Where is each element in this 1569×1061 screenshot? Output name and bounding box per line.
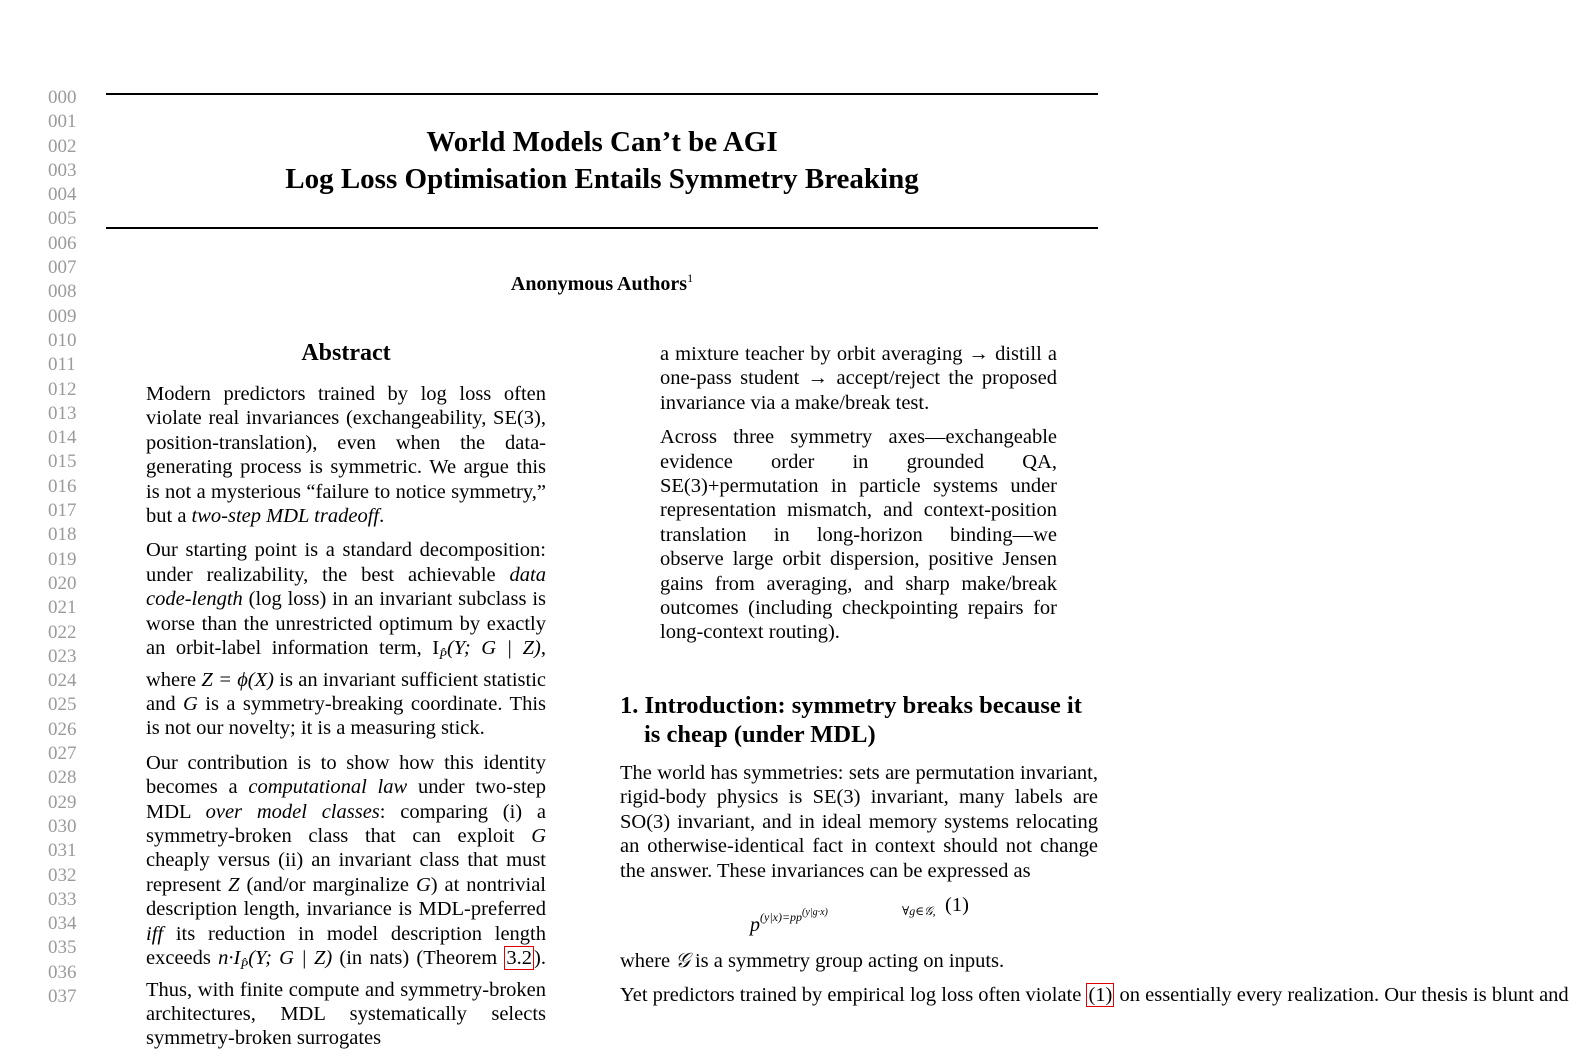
math-args: (Y; G | Z) bbox=[248, 947, 333, 970]
author-names: Anonymous Authors bbox=[510, 273, 688, 295]
title-line-1: World Models Can’t be AGI bbox=[426, 126, 778, 158]
text-run: (log loss) in an invariant subclass is worse than the unrestricted optimum by exactly an orbit-label information term, bbox=[146, 588, 546, 660]
line-number: 025 bbox=[48, 694, 77, 716]
line-number: 026 bbox=[48, 718, 77, 740]
text-run: on essentially every realization. Our thesis is blunt and bbox=[1114, 984, 1569, 1007]
right-column bbox=[620, 342, 1569, 1018]
line-number: 017 bbox=[48, 500, 77, 522]
math-symbol: I bbox=[432, 637, 440, 660]
emphasis-text: two-step MDL tradeoff bbox=[191, 505, 380, 528]
text-run: under two-step MDL bbox=[146, 776, 546, 823]
math-subscript: P̂ bbox=[439, 647, 447, 663]
line-number: 019 bbox=[48, 548, 77, 570]
emphasis-text: data code-length bbox=[146, 563, 546, 611]
text-run: Modern predictors trained by log loss often violate real invariances (exchangeability, SE(3), position-translation), even when the data-generating process is symmetric. We argue this is not a mysterious “failure to notice symmetry,” but a bbox=[146, 383, 546, 528]
equation-base: p bbox=[750, 913, 760, 936]
line-number: 008 bbox=[48, 281, 77, 303]
text-run: its reduction in model description length exceeds bbox=[146, 922, 546, 970]
line-number: 022 bbox=[48, 621, 77, 643]
line-number: 006 bbox=[48, 232, 77, 254]
math-info-term bbox=[218, 947, 333, 973]
line-number: 035 bbox=[48, 937, 77, 959]
text-run: : comparing (i) a symmetry-broken class that can exploit bbox=[146, 800, 546, 847]
intro-paragraph-3 bbox=[620, 983, 1569, 1007]
line-number: 007 bbox=[48, 257, 77, 279]
line-number: 016 bbox=[48, 475, 77, 497]
line-number: 021 bbox=[48, 597, 77, 619]
text-run: ) at nontrivial description length, invariance is MDL-preferred bbox=[146, 873, 546, 921]
line-number: 028 bbox=[48, 767, 77, 789]
intro-paragraph-1: The world has symmetries: sets are permutation invariant, rigid-body physics is SE(3) invariant, many labels are SO(3) invariant, and in ideal memory systems relocating an otherwise-identical fact in context should not change the answer. These invariances can be expressed as bbox=[620, 761, 1098, 882]
math-inline: G bbox=[415, 873, 431, 896]
title-line-2: Log Loss Optimisation Entails Symmetry Breaking bbox=[285, 163, 919, 195]
line-number: 024 bbox=[48, 670, 77, 692]
text-run: Our starting point is a standard decomposition: under realizability, the best achievable bbox=[146, 539, 546, 586]
text-run: cheaply versus (ii) an invariant class that must represent bbox=[146, 849, 546, 896]
line-number: 011 bbox=[48, 354, 76, 376]
text-run: (and/or marginalize bbox=[239, 873, 416, 896]
line-number: 004 bbox=[48, 184, 77, 206]
line-number: 009 bbox=[48, 305, 77, 327]
equation-1 bbox=[620, 893, 1098, 939]
equation-sup-part: (y|g·x) bbox=[802, 906, 828, 918]
line-number: 027 bbox=[48, 743, 77, 765]
equation-superscript bbox=[760, 906, 828, 924]
abstract-paragraph-2 bbox=[146, 538, 546, 740]
text-run: ). Thus, with finite compute and symmetry-broken architectures, MDL systematically selects symmetry-broken surrogates bbox=[146, 947, 546, 1050]
math-inline: 𝒢 bbox=[675, 949, 690, 972]
line-number: 018 bbox=[48, 524, 77, 546]
equation-quantifier: ∀g∈𝒢, bbox=[902, 903, 936, 918]
text-run: Our contribution is to show how this identity becomes a bbox=[146, 751, 546, 799]
text-run: Yet predictors trained by empirical log loss often violate bbox=[620, 984, 1087, 1007]
line-number: 030 bbox=[48, 815, 77, 837]
math-inline: G bbox=[531, 825, 546, 847]
line-number: 015 bbox=[48, 451, 77, 473]
line-number: 034 bbox=[48, 913, 77, 935]
line-number: 029 bbox=[48, 791, 77, 813]
abstract-paragraph-3 bbox=[146, 751, 546, 1051]
math-inline: G bbox=[183, 692, 198, 715]
line-number: 023 bbox=[48, 645, 77, 667]
theorem-ref-link[interactable]: 3.2 bbox=[506, 947, 533, 970]
line-number: 014 bbox=[48, 427, 77, 449]
emphasis-text: computational law bbox=[248, 776, 408, 799]
title-bottom-rule bbox=[106, 227, 1098, 229]
intro-paragraph-2 bbox=[620, 949, 1098, 973]
affiliation-mark: 1 bbox=[687, 271, 694, 285]
math-inline: Z = ϕ(X) bbox=[201, 668, 274, 691]
line-number: 001 bbox=[48, 111, 77, 133]
text-run: is a symmetry-breaking coordinate. This is not our novelty; it is a measuring stick. bbox=[146, 692, 546, 740]
emphasis-text: iff bbox=[146, 922, 164, 945]
text-run: is a symmetry group acting on inputs. bbox=[689, 949, 1005, 972]
math-inline: Z bbox=[228, 873, 240, 896]
math-info-term bbox=[432, 637, 541, 663]
line-number: 002 bbox=[48, 135, 77, 157]
text-run: , where bbox=[146, 637, 546, 691]
line-number: 031 bbox=[48, 840, 77, 862]
equation-ref-link[interactable]: (1) bbox=[1088, 984, 1113, 1007]
text-run: where bbox=[620, 949, 676, 972]
line-number: 013 bbox=[48, 402, 77, 424]
equation-sup-part: (y|x)=p bbox=[760, 909, 797, 924]
abstract-paragraph-4: a mixture teacher by orbit averaging → distill a one-pass student → accept/reject the proposed invariance via a make/break test. bbox=[660, 343, 1057, 414]
line-number: 012 bbox=[48, 378, 77, 400]
line-number: 003 bbox=[48, 159, 77, 181]
math-symbol: n·I bbox=[218, 947, 241, 970]
math-subscript: P̂ bbox=[240, 957, 249, 973]
line-number: 033 bbox=[48, 888, 77, 910]
emphasis-text: over model classes bbox=[205, 800, 380, 823]
equation-lhs bbox=[750, 901, 828, 937]
text-run: is an invariant sufficient statistic and bbox=[146, 668, 546, 715]
line-number: 000 bbox=[48, 87, 77, 108]
equation-number: (1) bbox=[945, 893, 969, 916]
text-run: (in nats) (Theorem bbox=[332, 947, 505, 970]
left-column bbox=[146, 340, 546, 1061]
equation-sup-base: p bbox=[796, 909, 803, 924]
math-args: (Y; G | Z) bbox=[446, 637, 541, 660]
line-number: 036 bbox=[48, 961, 77, 983]
line-number: 010 bbox=[48, 329, 77, 351]
title-top-rule bbox=[106, 93, 1098, 95]
line-number-gutter bbox=[48, 86, 88, 1009]
abstract-paragraph-5: Across three symmetry axes—exchangeable evidence order in grounded QA, SE(3)+permutation in particle systems under representation mismatch, and context-position translation in long-horizon binding—we observe large orbit dispersion, positive Jensen gains from averaging, and sharp make/break outcomes (including checkpointing repairs for long-context routing). bbox=[660, 426, 1057, 644]
text-run: . bbox=[379, 505, 385, 528]
abstract-heading: Abstract bbox=[301, 340, 391, 366]
author-block bbox=[106, 271, 1098, 296]
section-heading-introduction: 1. Introduction: symmetry breaks because it is cheap (under MDL) bbox=[620, 691, 1082, 748]
line-number: 037 bbox=[48, 985, 77, 1007]
paper-title bbox=[106, 124, 1098, 198]
line-number: 005 bbox=[48, 208, 77, 230]
line-number: 032 bbox=[48, 864, 77, 886]
abstract-paragraph-1 bbox=[146, 382, 546, 528]
line-number: 020 bbox=[48, 572, 77, 594]
